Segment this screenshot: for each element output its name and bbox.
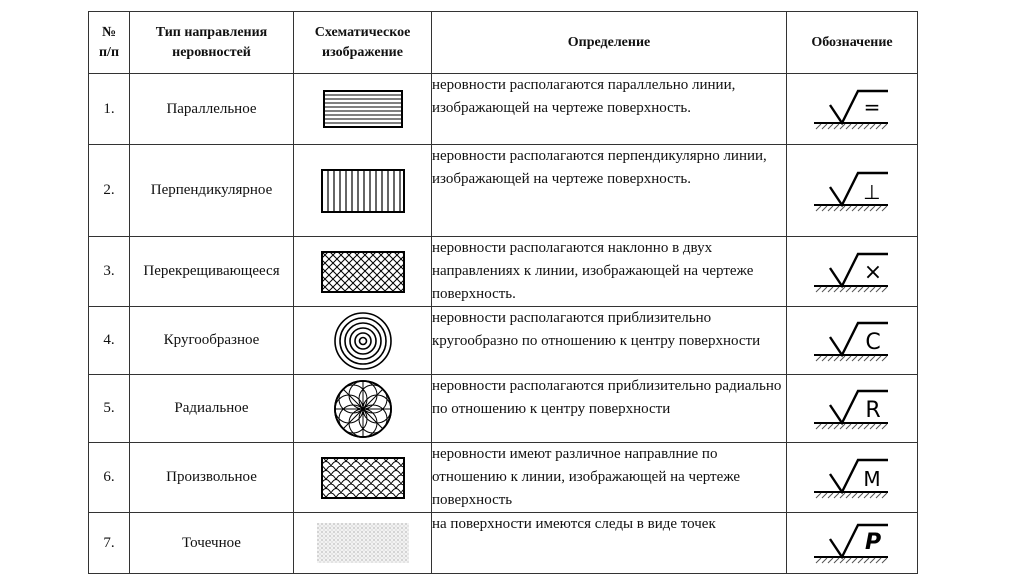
roughness-symbol-icon (812, 456, 892, 500)
row-definition: неровности располагаются приблизительно радиально по отношению к центру поверхности (432, 375, 787, 443)
row-definition: неровности располагаются параллельно линии, изображающей на чертеже поверхность. (432, 74, 787, 145)
row-definition: неровности имеют различное направлние по отношению к линии, изображающей на чертеже поверхность (432, 443, 787, 513)
roughness-symbol-icon (812, 521, 892, 565)
table-header-row (89, 12, 918, 74)
svg-text:⊥: ⊥ (863, 179, 881, 204)
table-row (89, 443, 918, 513)
row-number: 7. (89, 513, 130, 574)
row-type: Параллельное (130, 74, 294, 145)
roughness-symbol-icon (812, 87, 892, 131)
row-type: Перпендикулярное (130, 145, 294, 237)
svg-text:R: R (865, 397, 881, 423)
row-definition: на поверхности имеются следы в виде точек (432, 513, 787, 574)
table-row (89, 237, 918, 307)
table-row (89, 375, 918, 443)
row-number: 6. (89, 443, 130, 513)
row-number: 3. (89, 237, 130, 307)
svg-text:×: × (863, 259, 883, 285)
header-definition: Определение (432, 12, 787, 74)
table-row (89, 307, 918, 375)
row-type: Перекрещивающееся (130, 237, 294, 307)
random-pattern-icon (321, 457, 405, 499)
roughness-symbol-icon (812, 169, 892, 213)
table-row (89, 145, 918, 237)
row-definition: неровности располагаются наклонно в двух направлениях к линии, изображающей на чертеже поверхность. (432, 237, 787, 307)
parallel-lines-icon (323, 90, 403, 128)
row-definition: неровности располагаются перпендикулярно линии, изображающей на чертеже поверхность. (432, 145, 787, 237)
roughness-symbol-icon (812, 250, 892, 294)
concentric-circles-icon (333, 311, 393, 371)
row-number: 2. (89, 145, 130, 237)
row-type: Произвольное (130, 443, 294, 513)
header-schema: Схематическое изображение (294, 12, 432, 74)
header-designation: Обозначение (787, 12, 918, 74)
table-row (89, 74, 918, 145)
radial-rosette-icon (333, 379, 393, 439)
vertical-lines-icon (321, 169, 405, 213)
svg-text:=: = (863, 95, 881, 119)
roughness-symbol-icon (812, 319, 892, 363)
row-number: 5. (89, 375, 130, 443)
roughness-table (88, 11, 918, 574)
dotted-texture-icon (317, 523, 409, 563)
row-number: 1. (89, 74, 130, 145)
svg-text:C: C (865, 329, 881, 355)
svg-text:P: P (864, 530, 882, 555)
crosshatch-icon (321, 251, 405, 293)
roughness-symbol-icon (812, 387, 892, 431)
row-definition: неровности располагаются приблизительно кругообразно по отношению к центру поверхности (432, 307, 787, 375)
row-type: Кругообразное (130, 307, 294, 375)
row-type: Точечное (130, 513, 294, 574)
header-type: Тип направления неровностей (130, 12, 294, 74)
row-type: Радиальное (130, 375, 294, 443)
row-number: 4. (89, 307, 130, 375)
header-number: № п/п (89, 12, 130, 74)
table-row (89, 513, 918, 574)
svg-text:M: M (863, 466, 881, 491)
